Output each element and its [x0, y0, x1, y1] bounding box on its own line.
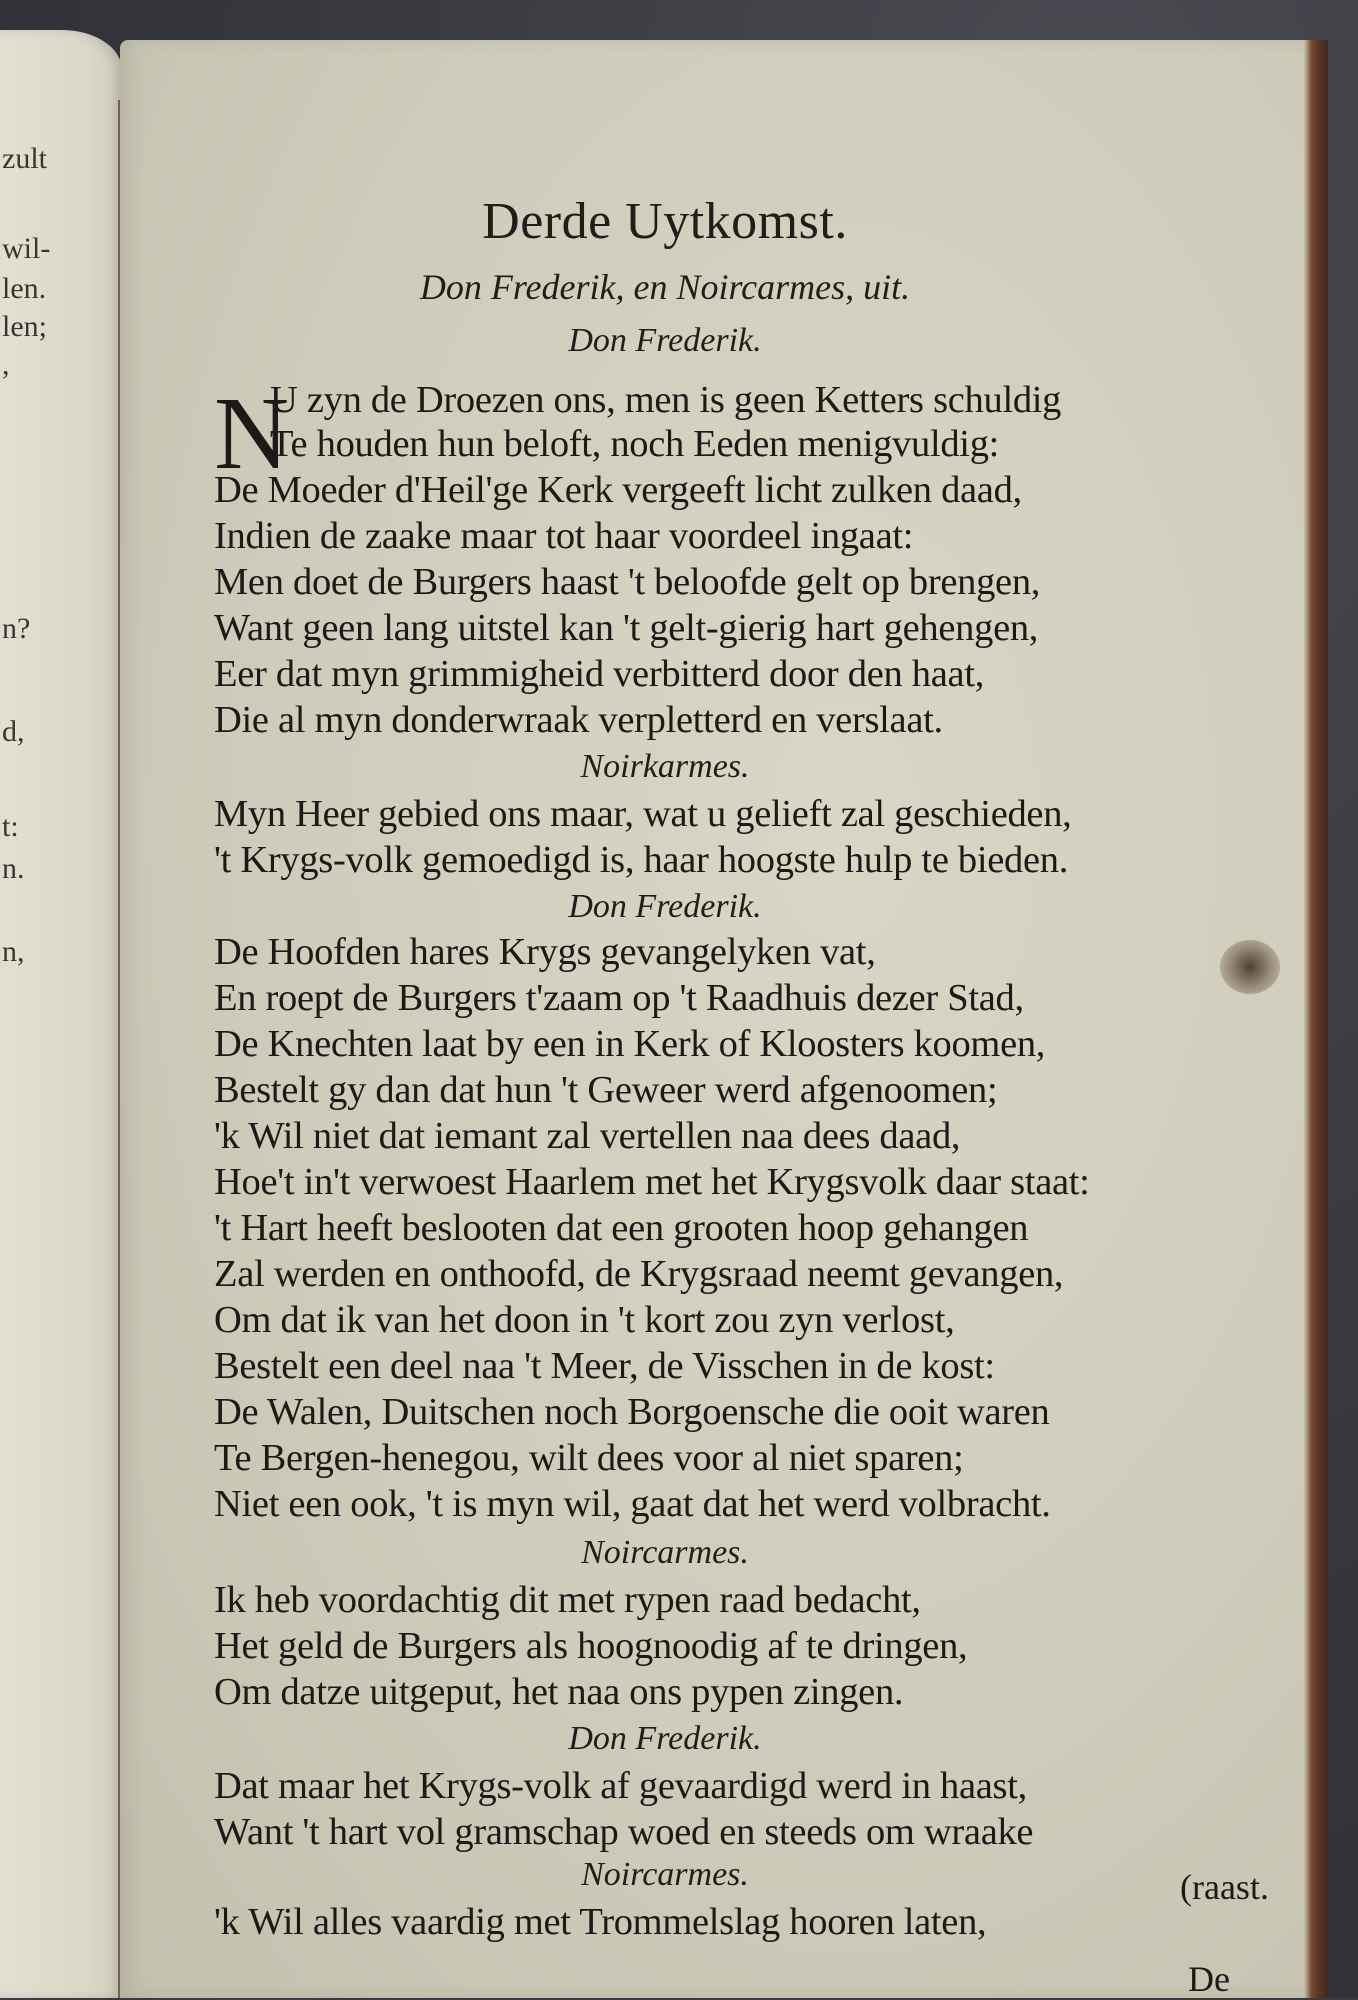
turnover-word: (raast.: [1180, 1867, 1269, 1907]
verse-line: 't Krygs-volk gemoedigd is, haar hoogste hulp te bieden.: [214, 839, 1069, 881]
verse-line: Men doet de Burgers haast 't beloofde gelt op brengen,: [214, 561, 1041, 603]
left-page-fragment: d,: [2, 715, 25, 748]
verse-line: Niet een ook, 't is myn wil, gaat dat het werd volbracht.: [214, 1483, 1051, 1525]
verse-line: Om dat ik van het doon in 't kort zou zyn verlost,: [214, 1299, 955, 1341]
verse-line: Te Bergen-henegou, wilt dees voor al niet sparen;: [214, 1437, 964, 1479]
verse-line: Hoe't in't verwoest Haarlem met het Krygsvolk daar staat:: [214, 1161, 1090, 1203]
verse-line: De Knechten laat by een in Kerk of Kloosters koomen,: [214, 1023, 1046, 1065]
speaker-name: Noircarmes.: [581, 1534, 749, 1571]
verse-line: Het geld de Burgers als hoognoodig af te dringen,: [214, 1625, 968, 1667]
verse-line: Want geen lang uitstel kan 't gelt-gierig hart gehengen,: [214, 607, 1039, 649]
speaker-name: Noircarmes.: [581, 1856, 749, 1893]
ink-stain: [1220, 940, 1280, 994]
speaker-name: Don Frederik.: [568, 322, 762, 359]
verse-line: De Hoofden hares Krygs gevangelyken vat,: [214, 931, 876, 973]
catchword: De: [1188, 1959, 1230, 1999]
verse-line: De Moeder d'Heil'ge Kerk vergeeft licht zulken daad,: [214, 469, 1022, 511]
speaker-name: Don Frederik.: [568, 888, 762, 925]
verse-line: Ik heb voordachtig dit met rypen raad bedacht,: [214, 1579, 921, 1621]
verse-line: Want 't hart vol gramschap woed en steeds om wraake: [214, 1811, 1034, 1853]
verse-line: Bestelt een deel naa 't Meer, de Visschen in de kost:: [214, 1345, 995, 1387]
left-page-fragment: ,: [2, 348, 10, 381]
verse-line: Indien de zaake maar tot haar voordeel ingaat:: [214, 515, 914, 557]
verse-line: Om datze uitgeput, het naa ons pypen zingen.: [214, 1671, 904, 1713]
left-page-fragment: t:: [2, 810, 19, 843]
left-page-fragment: len;: [2, 310, 47, 343]
book-page: [120, 40, 1328, 1998]
left-page-text: [0, 30, 122, 1998]
left-page-fragment: n,: [2, 935, 25, 968]
speaker-name: Noirkarmes.: [580, 748, 750, 785]
verse-line: Bestelt gy dan dat hun 't Geweer werd afgenoomen;: [214, 1069, 998, 1111]
verse-line: Zal werden en onthoofd, de Krygsraad neemt gevangen,: [214, 1253, 1064, 1295]
left-page-fragment: n?: [2, 612, 31, 645]
left-page-fragment: n.: [2, 852, 25, 885]
verse-line: Te houden hun beloft, noch Eeden menigvuldig:: [270, 423, 1000, 465]
verse-line: Myn Heer gebied ons maar, wat u gelieft zal geschieden,: [214, 793, 1072, 835]
left-page-fragment: wil-: [2, 232, 51, 265]
verse-line: En roept de Burgers t'zaam op 't Raadhuis dezer Stad,: [214, 977, 1024, 1019]
verse-line: Eer dat myn grimmigheid verbitterd door den haat,: [214, 653, 985, 695]
verse-line: 't Hart heeft beslooten dat een grooten hoop gehangen: [214, 1207, 1029, 1249]
verse-line: De Walen, Duitschen noch Borgoensche die ooit waren: [214, 1391, 1050, 1433]
scene-heading: Derde Uytkomst.: [482, 193, 848, 250]
verse-line: 'k Wil alles vaardig met Trommelslag hooren laten,: [214, 1901, 987, 1943]
stage-direction: Don Frederik, en Noircarmes, uit.: [419, 267, 911, 307]
drop-cap: N: [214, 376, 290, 491]
verse-line: Die al myn donderwraak verpletterd en verslaat.: [214, 699, 943, 741]
verse-line: U zyn de Droezen ons, men is geen Ketters schuldig: [270, 379, 1062, 421]
page-edge: [1304, 40, 1328, 1998]
left-page-fragment: zult: [2, 142, 47, 175]
verse-line: Dat maar het Krygs-volk af gevaardigd werd in haast,: [214, 1765, 1027, 1807]
left-facing-page: [0, 30, 122, 1998]
speaker-name: Don Frederik.: [568, 1720, 762, 1757]
verse-line: 'k Wil niet dat iemant zal vertellen naa dees daad,: [214, 1115, 961, 1157]
left-page-fragment: len.: [2, 272, 47, 305]
